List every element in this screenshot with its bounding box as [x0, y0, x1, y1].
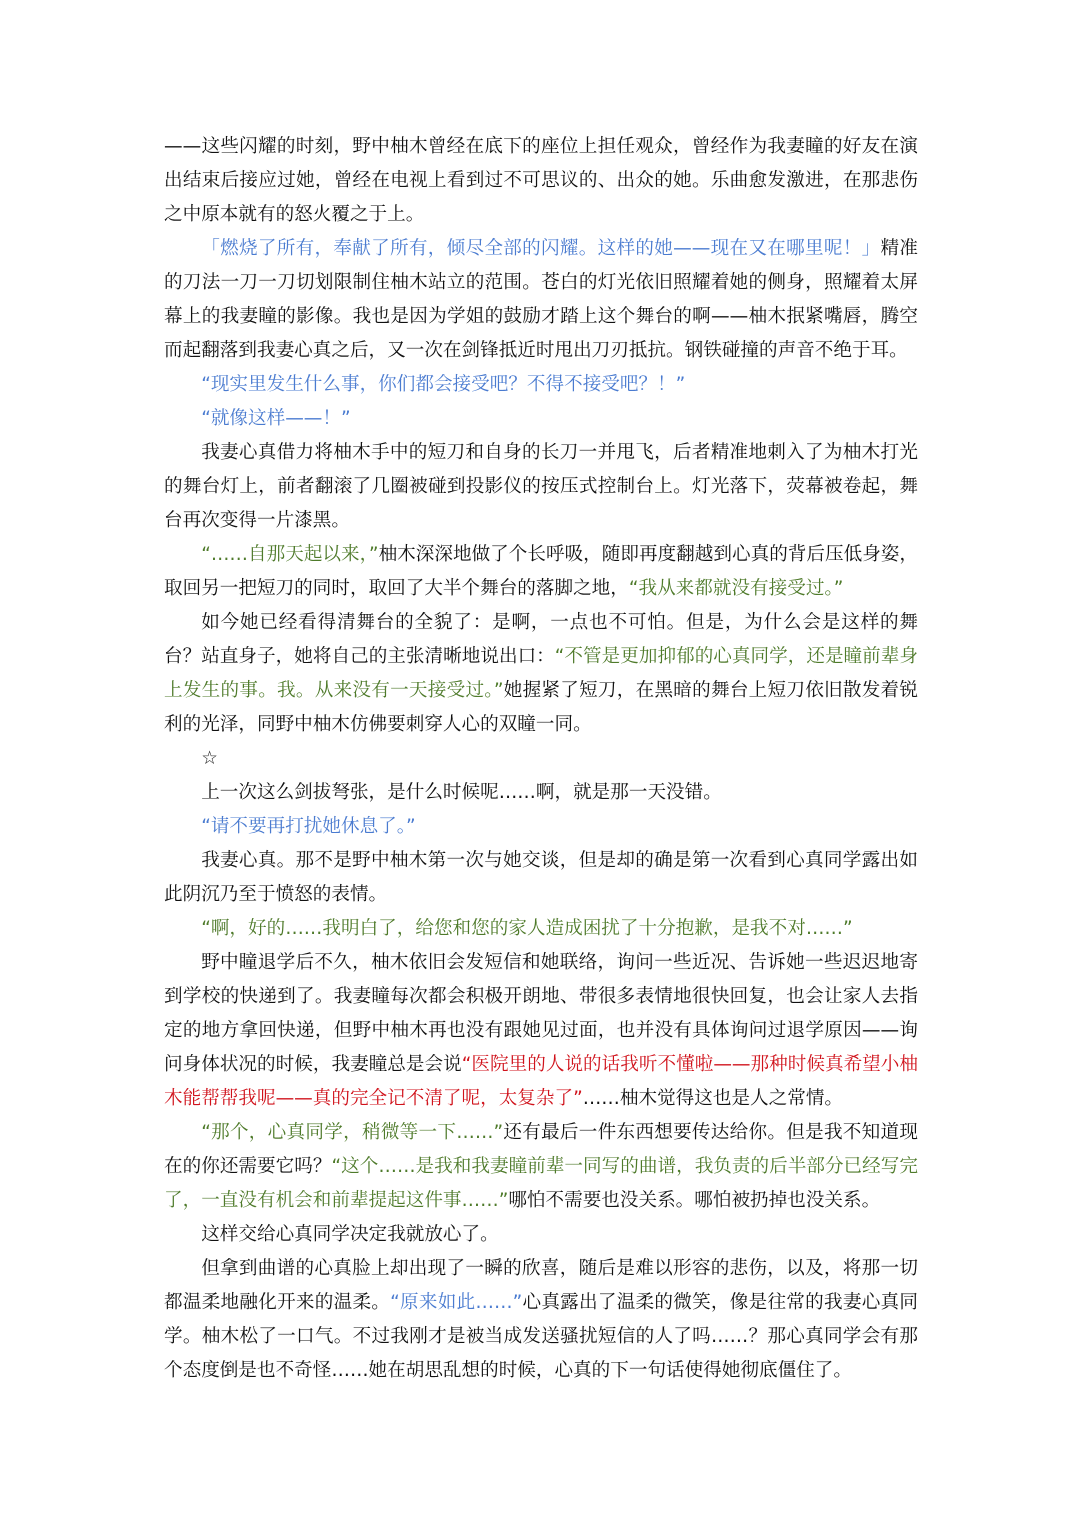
dialogue-text-blue: 「燃烧了所有，奉献了所有，倾尽全部的闪耀。这样的她——现在又在哪里呢！」	[201, 238, 881, 259]
narration-text: 柚木深深地做了个长呼吸，随即再度翻越到心真的背后压低身姿，取回另一把短刀的同时，取回了大半个舞台的落脚之地，	[164, 544, 918, 599]
paragraph	[164, 232, 918, 368]
narration-text: 野中瞳退学后不久，柚木依旧会发短信和她联络，询问一些近况、告诉她一些迟迟地寄到学校的快递到了。我妻瞳每次都会积极开朗地、带很多表情地很快回复，也会让家人去指定的地方拿回快递，但野中柚木再也没有跟她见过面，也并没有具体询问过退学原因——询问身体状况的时候，我妻瞳总是会说	[164, 952, 918, 1075]
narration-text: 我妻心真借力将柚木手中的短刀和自身的长刀一并甩飞，后者精准地刺入了为柚木打光的舞台灯上，前者翻滚了几圈被碰到投影仪的按压式控制台上。灯光落下，荧幕被卷起，舞台再次变得一片漆黑。	[164, 442, 918, 531]
narration-text: 这样交给心真同学决定我就放心了。	[201, 1224, 499, 1245]
narration-text: ☆	[201, 748, 218, 769]
paragraph	[164, 742, 918, 776]
paragraph	[164, 436, 918, 538]
narration-text: 上一次这么剑拔弩张，是什么时候呢……啊，就是那一天没错。	[201, 782, 722, 803]
paragraph	[164, 946, 918, 1116]
narration-text: 哪怕不需要也没关系。哪怕被扔掉也没关系。	[508, 1190, 881, 1211]
dialogue-text-green: “这个……是我和我妻瞳前辈一同写的曲谱，我负责的后半部分已经写完了，一直没有机会和前辈提起这件事……”	[164, 1156, 918, 1211]
narration-text: 精准的刀法一刀一刀切划限制住柚木站立的范围。苍白的灯光依旧照耀着她的侧身，照耀着太屏幕上的我妻瞳的影像。我也是因为学姐的鼓励才踏上这个舞台的啊——柚木抿紧嘴唇，腾空而起翻落到我妻心真之后，又一次在剑锋抵近时甩出刀刃抵抗。钢铁碰撞的声音不绝于耳。	[164, 238, 918, 361]
narration-text: 还有最后一件东西想要传达给你。但是我不知道现在的你还需要它吗？	[164, 1122, 918, 1177]
narration-text: 我妻心真。那不是野中柚木第一次与她交谈，但是却的确是第一次看到心真同学露出如此阴沉乃至于愤怒的表情。	[164, 850, 918, 905]
dialogue-text-blue: “现实里发生什么事，你们都会接受吧？不得不接受吧？！”	[201, 374, 686, 395]
dialogue-text-green: “不管是更加抑郁的心真同学，还是瞳前辈身上发生的事。我。从来没有一天接受过。”	[164, 646, 918, 701]
paragraph	[164, 538, 918, 606]
narration-text: ……柚木觉得这也是人之常情。	[582, 1088, 844, 1109]
paragraph	[164, 1252, 918, 1388]
paragraph	[164, 402, 918, 436]
paragraph	[164, 130, 918, 232]
paragraph	[164, 912, 918, 946]
dialogue-text-green: “那个，心真同学，稍微等一下……”	[201, 1122, 504, 1143]
dialogue-text-green: “啊，好的……我明白了，给您和您的家人造成困扰了十分抱歉，是我不对……”	[201, 918, 853, 939]
paragraph	[164, 1218, 918, 1252]
narration-text: 她握紧了短刀，在黑暗的舞台上短刀依旧散发着锐利的光泽，同野中柚木仿佛要刺穿人心的双瞳一同。	[164, 680, 918, 735]
paragraph	[164, 844, 918, 912]
narration-text: 但拿到曲谱的心真脸上却出现了一瞬的欣喜，随后是难以形容的悲伤，以及，将那一切都温柔地融化开来的温柔。	[164, 1258, 918, 1313]
narration-text: 如今她已经看得清舞台的全貌了：是啊，一点也不可怕。但是，为什么会是这样的舞台？站直身子，她将自己的主张清晰地说出口：	[164, 612, 918, 667]
narration-text: ——这些闪耀的时刻，野中柚木曾经在底下的座位上担任观众，曾经作为我妻瞳的好友在演出结束后接应过她，曾经在电视上看到过不可思议的、出众的她。乐曲愈发激进，在那悲伤之中原本就有的怒火覆之于上。	[164, 136, 918, 225]
dialogue-text-red: “医院里的人说的话我听不懂啦——那种时候真希望小柚木能帮帮我呢——真的完全记不清了呢，太复杂了”	[164, 1054, 918, 1109]
paragraph	[164, 810, 918, 844]
paragraph	[164, 368, 918, 402]
dialogue-text-blue: “就像这样——！”	[201, 408, 351, 429]
dialogue-text-green: “我从来都就没有接受过。”	[628, 578, 844, 599]
paragraph	[164, 606, 918, 742]
dialogue-text-blue: “原来如此……”	[390, 1292, 523, 1313]
paragraph	[164, 776, 918, 810]
dialogue-text-blue: “请不要再打扰她休息了。”	[201, 816, 416, 837]
paragraph	[164, 1116, 918, 1218]
document-body	[164, 130, 918, 1388]
dialogue-text-green: “……自那天起以来，”	[201, 544, 379, 565]
narration-text: 心真露出了温柔的微笑，像是往常的我妻心真同学。柚木松了一口气。不过我刚才是被当成发送骚扰短信的人了吗……？那心真同学会有那个态度倒是也不奇怪……她在胡思乱想的时候，心真的下一句话使得她彻底僵住了。	[164, 1292, 918, 1381]
